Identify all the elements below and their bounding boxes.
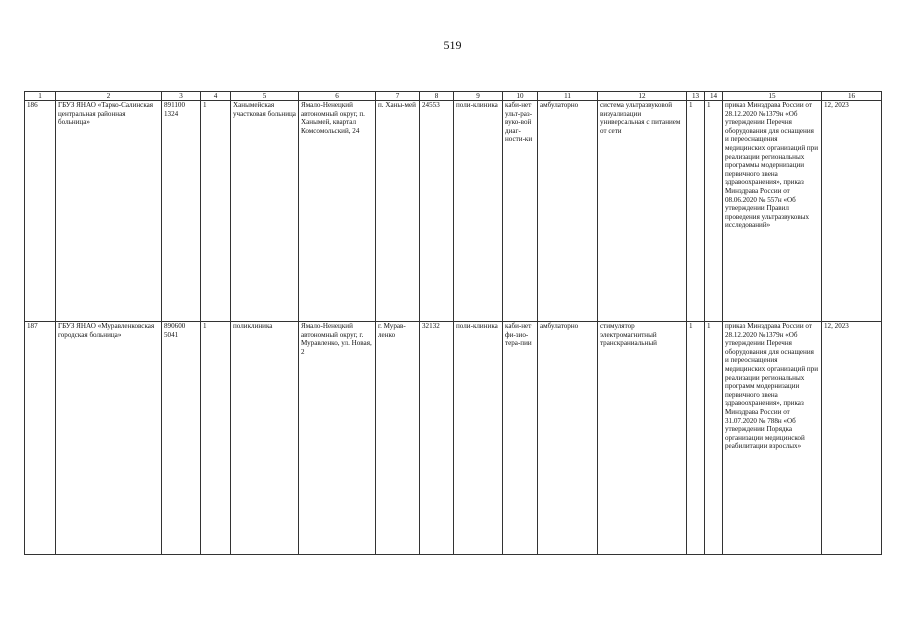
cell-organization: ГБУЗ ЯНАО «Тарко-Салинская центральная районная больница»	[56, 101, 162, 322]
cell-organization: ГБУЗ ЯНАО «Муравленковская городская больница»	[56, 322, 162, 555]
cell-unit: поликлиника	[231, 322, 299, 555]
cell-col14: 1	[705, 101, 723, 322]
cell-care-form: амбулаторно	[538, 322, 598, 555]
col-header: 16	[822, 92, 882, 101]
col-header: 12	[598, 92, 687, 101]
col-header: 4	[201, 92, 231, 101]
header-row	[25, 92, 882, 101]
cell-department: поли-клиника	[454, 101, 503, 322]
col-header: 15	[723, 92, 822, 101]
cell-col4: 1	[201, 101, 231, 322]
col-header: 1	[25, 92, 56, 101]
col-header: 14	[705, 92, 723, 101]
col-header: 10	[503, 92, 538, 101]
registry-table	[24, 91, 882, 555]
page-number: 519	[443, 38, 462, 52]
cell-col13: 1	[687, 322, 705, 555]
cell-col8: 32132	[420, 322, 454, 555]
col-header: 6	[299, 92, 376, 101]
col-header: 2	[56, 92, 162, 101]
cell-code: 890600 5041	[162, 322, 201, 555]
col-header: 13	[687, 92, 705, 101]
cell-col4: 1	[201, 322, 231, 555]
table-row	[25, 101, 882, 322]
cell-unit: Ханымейская участковая больница	[231, 101, 299, 322]
cell-period: 12, 2023	[822, 101, 882, 322]
cell-locality: п. Ханы-мей	[376, 101, 420, 322]
cell-regulation: приказ Минздрава России от 28.12.2020 №1379н «Об утверждении Перечня оборудования для оснащения и переоснащения медицинских организаций при реализации региональных программ модернизации первичного звена здравоохранения», приказ Минздрава России от 31.07.2020 № 788н «Об утверждении Порядка организации медицинской реабилитации взрослых»	[723, 322, 822, 555]
cell-equipment: система ультразвуковой визуализации универсальная с питанием от сети	[598, 101, 687, 322]
col-header: 8	[420, 92, 454, 101]
col-header: 9	[454, 92, 503, 101]
cell-row-number: 187	[25, 322, 56, 555]
col-header: 7	[376, 92, 420, 101]
cell-address: Ямало-Ненецкий автономный округ, г. Муравленко, ул. Новая, 2	[299, 322, 376, 555]
col-header: 5	[231, 92, 299, 101]
cell-code: 891100 1324	[162, 101, 201, 322]
cell-care-form: амбулаторно	[538, 101, 598, 322]
cell-col8: 24553	[420, 101, 454, 322]
cell-period: 12, 2023	[822, 322, 882, 555]
cell-department: поли-клиника	[454, 322, 503, 555]
cell-regulation: приказ Минздрава России от 28.12.2020 №1379н «Об утверждении Перечня оборудования для оснащения и переоснащения медицинских организаций при реализации региональных программы модернизации первичного звена здравоохранения», приказ Минздрава России от 08.06.2020 № 557н «Об утверждении Правил проведения ультразвуковых исследований»	[723, 101, 822, 322]
cell-equipment: стимулятор электромагнитный транскраниальный	[598, 322, 687, 555]
col-header: 11	[538, 92, 598, 101]
cell-address: Ямало-Ненецкий автономный округ, п. Ханымей, квартал Комсомольский, 24	[299, 101, 376, 322]
col-header: 3	[162, 92, 201, 101]
cell-col14: 1	[705, 322, 723, 555]
cell-row-number: 186	[25, 101, 56, 322]
table-row	[25, 322, 882, 555]
cell-locality: г. Мурав-ленко	[376, 322, 420, 555]
cell-cabinet: каби-нет фи-зио-тера-пии	[503, 322, 538, 555]
cell-col13: 1	[687, 101, 705, 322]
cell-cabinet: каби-нет ульт-раз-вуко-вой диаг-ности-ки	[503, 101, 538, 322]
